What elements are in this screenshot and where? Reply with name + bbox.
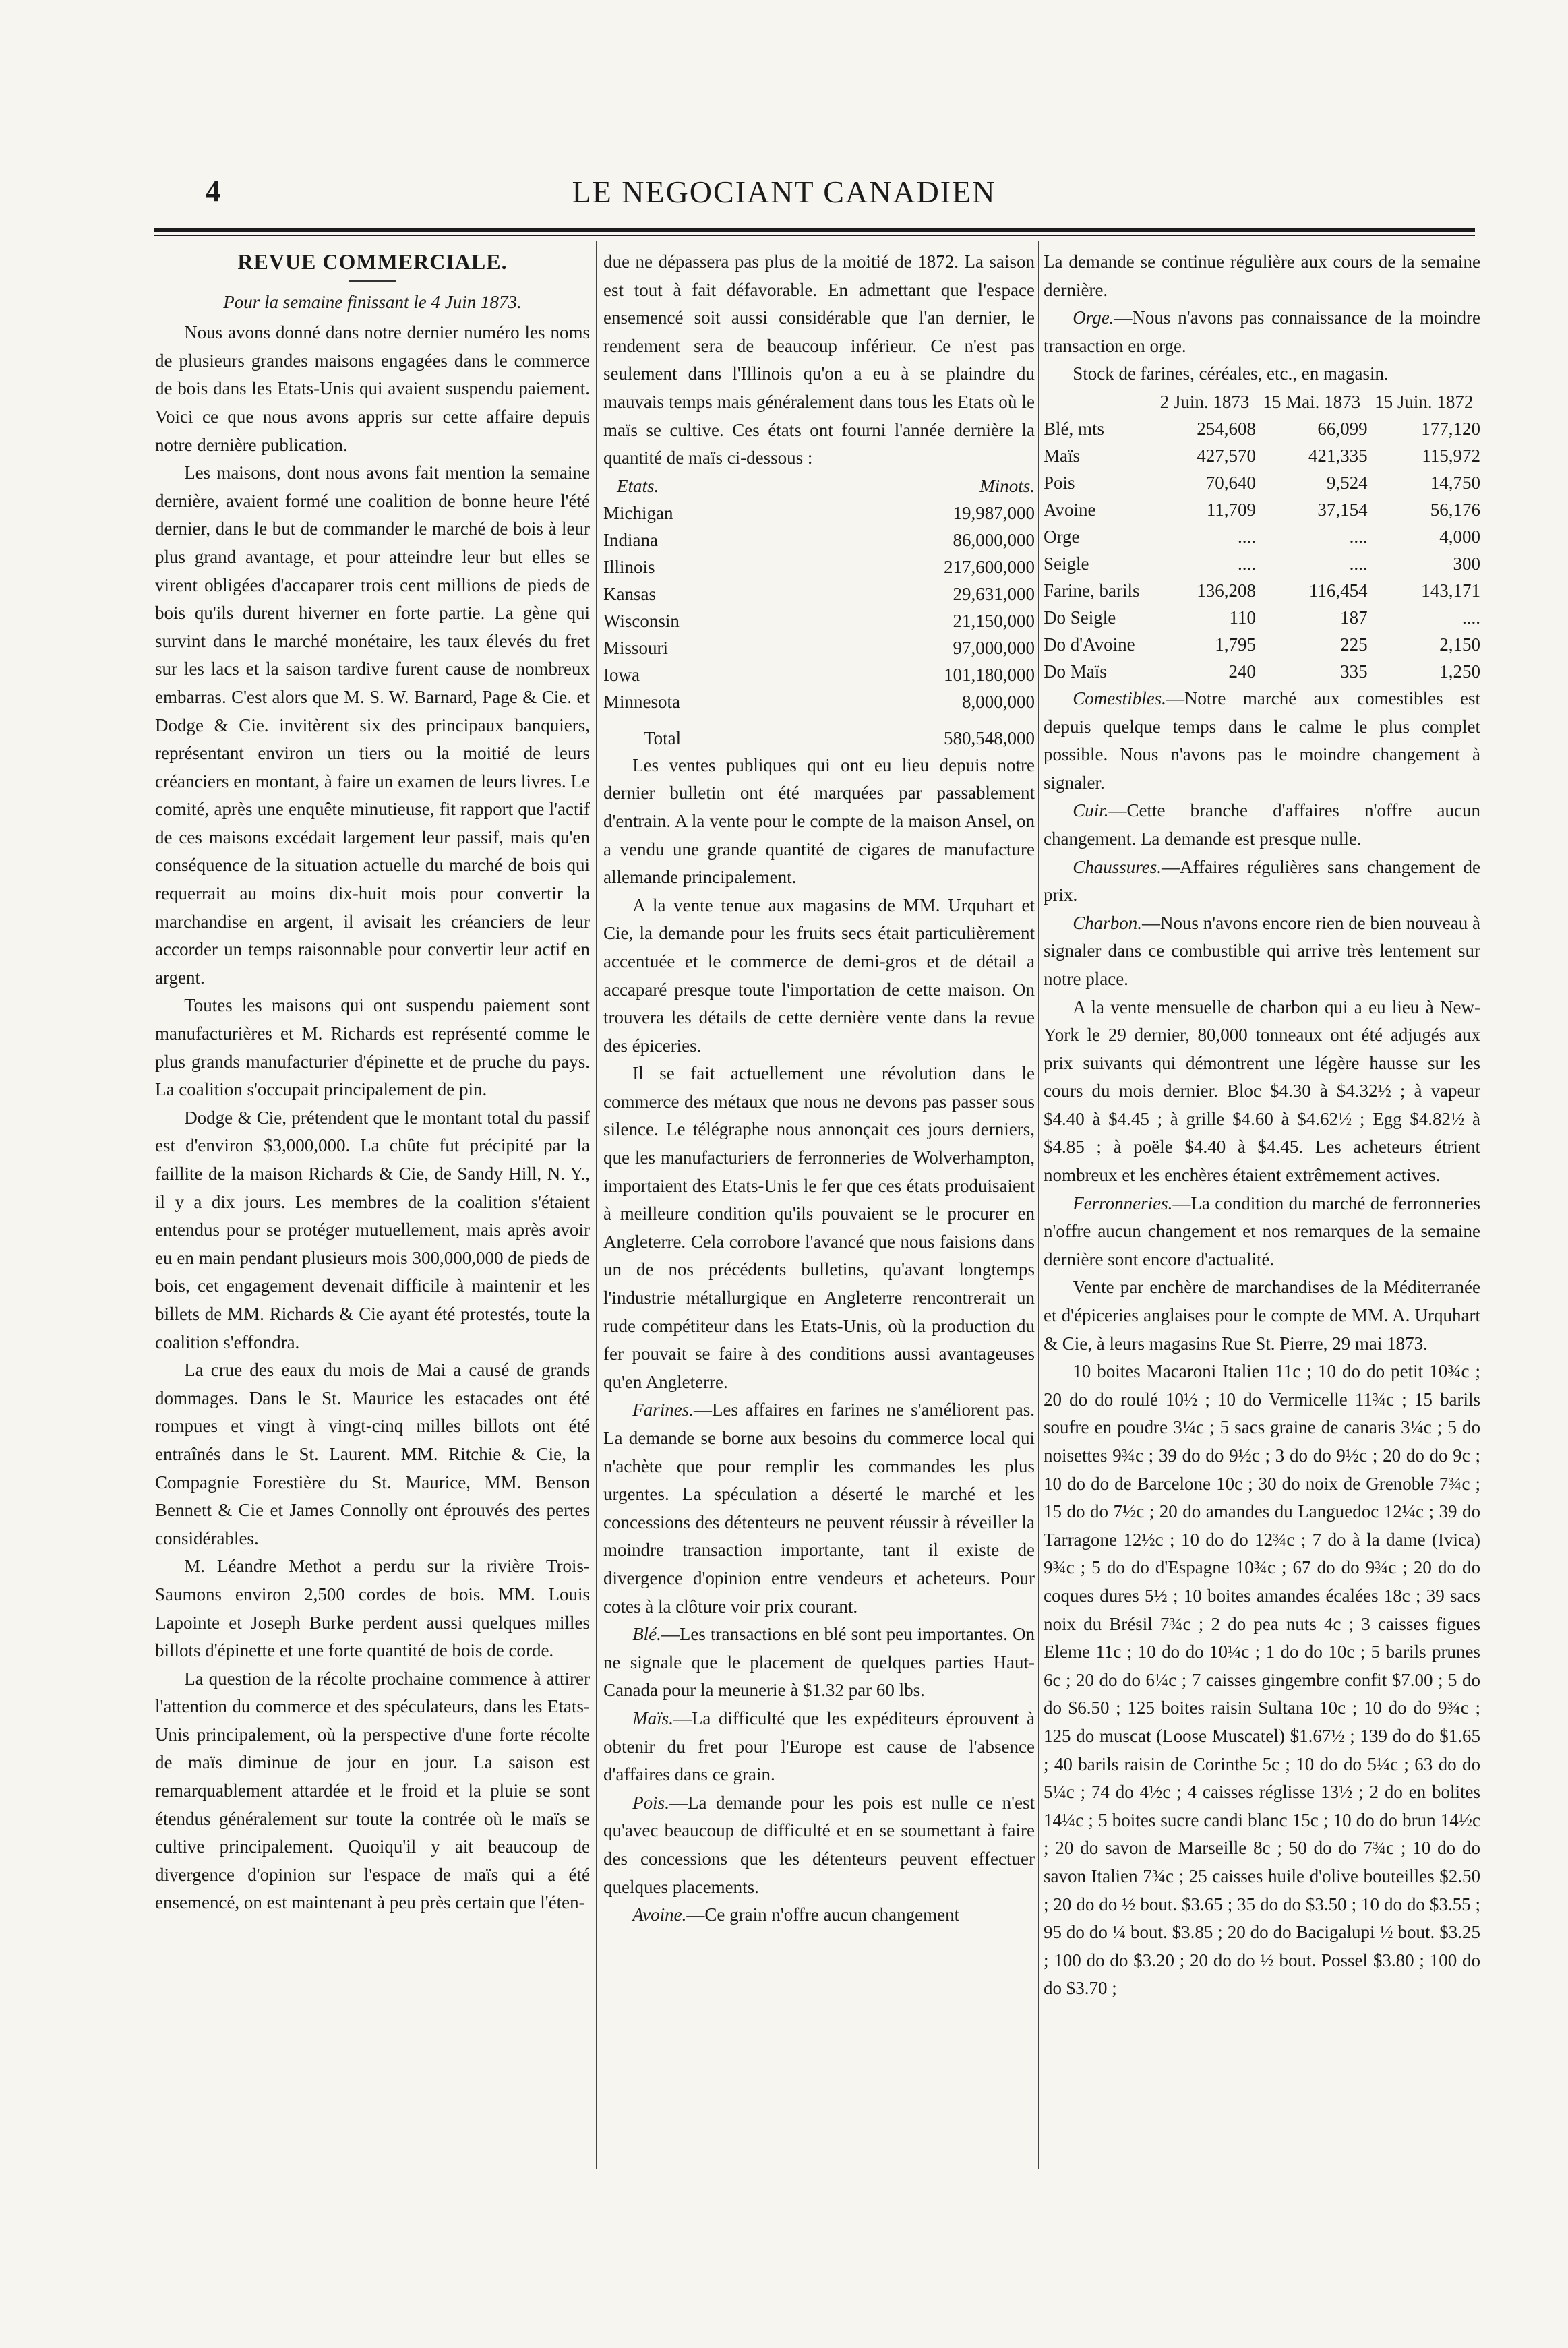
section-text: —Cette branche d'affaires n'offre aucun changement. La demande est presque nulle. [1044,800,1480,849]
section-label: Chaussures. [1073,856,1162,877]
stock-value: 143,171 [1421,580,1480,601]
table-header-cell: Minots. [979,475,1035,496]
section-label: Farines. [632,1399,694,1420]
section-text: —La demande pour les pois est nulle ce n'est qu'avec beaucoup de difficulté et en se soumettant à faire des concessions que les détenteurs peuvent effectuer quelques placements. [603,1792,1035,1897]
table-row [603,500,1035,526]
stock-value: 66,099 [1317,418,1368,439]
stock-header-cell [1044,388,1153,415]
paragraph: A la vente tenue aux magasins de MM. Urquhart et Cie, la demande pour les fruits secs était particulièrement accentuée et le commerce de demi-gros et de détail a accaparé presque toute l'importation de cette maison. On trouvera les détails de cette dernière vente dans la revue des épiceries. [603,895,1035,1056]
paragraph: Dodge & Cie, prétendent que le montant total du passif est d'environ $3,000,000. La chûte fut précipité par la faillite de la maison Richards & Cie, de Sandy Hill, N. Y., il y a dix jours. Les membres de la coalition s'étaient entendus pour se protéger mutuellement, mais après avoir eu en main pendant plusieurs mois 300,000,000 de pieds de bois, cet engagement devenait difficile à maintenir et les billets de MM. Richards & Cie ayant été protestés, toute la coalition s'effondra. [155,1107,590,1352]
state-name: Michigan [603,502,673,523]
stock-value: 421,335 [1308,445,1368,466]
stock-title: Stock de farines, céréales, etc., en magasin. [1073,363,1389,384]
stock-value: 335 [1340,661,1368,682]
table-row [603,607,1035,634]
section-text: —Nous n'avons pas connaissance de la moindre transaction en orge. [1044,307,1480,356]
paragraph: Les ventes publiques qui ont eu lieu depuis notre dernier bulletin ont été marquées par passablement d'entrain. A la vente pour le compte de la maison Ansel, on a vendu une grande quantité de cigares de manufacture allemande principalement. [603,754,1035,888]
section-ble [603,1621,1035,1705]
stock-header-cell: 15 Mai. 1873 [1263,391,1361,412]
stock-value: 187 [1340,607,1368,628]
stock-label: Avoine [1044,499,1096,520]
stock-value: .... [1349,526,1368,547]
stock-row [1044,604,1480,631]
paragraph: Toutes les maisons qui ont suspendu paiement sont manufacturières et M. Richards est représenté comme le plus grands manufacturier d'épinette et de pruche du pays. La coalition s'occupait principalement de pin. [155,995,590,1100]
section-comestibles [1044,685,1480,797]
column-3 [1044,248,1480,2176]
paragraph: Les maisons, dont nous avons fait mention la semaine dernière, avaient formé une coalition de bonne heure l'été dernier, dans le but de commander le marché de bois à leur plus grand avantage, et pour atteindre leur but elles se virent obligées d'accaparer trois cent millions de pieds de bois qu'ils durent hiverner en forte partie. La gène qui survint dans le marché monétaire, les taux élevés du fret sur les lacs et la saison tardive furent cause de nombreux embarras. C'est alors que M. S. W. Barnard, Page & Cie. et Dodge & Cie. invitèrent six des principaux banquiers, représentant environ un tiers ou la moitié de leurs créanciers en montant, à faire un examen de leurs livres. Le comité, après une enquête minutieuse, fit rapport que l'actif de ces maisons excédait largement leur passif, mais qu'en conséquence de la situation actuelle du marché de bois qui requerrait au moins dix-huit mois pour convertir la marchandise en argent, il avisait les créanciers de leur accorder un temps raisonnable pour convertir leur actif en argent. [155,462,590,988]
table-row [603,526,1035,553]
title-divider [349,280,396,282]
table-row [603,688,1035,715]
page-header [0,174,1568,221]
state-name: Kansas [603,583,656,604]
stock-row [1044,442,1480,469]
state-value: 101,180,000 [944,664,1035,685]
stock-label: Seigle [1044,553,1089,574]
stock-table [1044,388,1480,685]
section-label: Orge. [1073,307,1114,328]
section-label: Ferronneries. [1073,1193,1173,1213]
stock-row [1044,496,1480,523]
section-label: Pois. [632,1792,669,1813]
state-value: 217,600,000 [944,556,1035,577]
stock-label: Do d'Avoine [1044,634,1135,655]
paragraph: La question de la récolte prochaine commence à attirer l'attention du commerce et des spéculateurs, dans les Etats-Unis principalement, où la perspective d'une forte récolte de maïs diminue de jour en jour. La saison est remarquablement attardée et le froid et la pluie se sont étendus généralement sur toute la contrée où le maïs se cultive principalement. Quoiqu'il y ait beaucoup de divergence d'opinion sur l'espace de maïs qui a été ensemencé, on est maintenant à peu près certain que l'éten- [155,1668,590,1913]
stock-row [1044,469,1480,496]
stock-label: Maïs [1044,445,1080,466]
section-mais [603,1705,1035,1789]
column-divider [596,241,597,2169]
dateline: Pour la semaine finissant le 4 Juin 1873. [223,291,522,312]
state-value: 21,150,000 [953,610,1035,631]
paragraph: Vente par enchère de marchandises de la Méditerranée et d'épiceries anglaises pour le compte de MM. A. Urquhart & Cie, à leurs magasins Rue St. Pierre, 29 mai 1873. [1044,1277,1480,1354]
state-name: Wisconsin [603,610,680,631]
corn-production-table [603,473,1035,752]
stock-header-cell: 15 Juin. 1872 [1375,391,1474,412]
state-name: Minnesota [603,691,680,712]
stock-header-row [1044,388,1480,415]
stock-value: 1,795 [1215,634,1256,655]
section-text: —Notre marché aux comestibles est depuis quelque temps dans le calme le plus complet possible. Nous n'avons pas le moindre changement à signaler. [1044,688,1480,793]
stock-label: Do Maïs [1044,661,1107,682]
stock-value: 37,154 [1317,499,1368,520]
stock-value: .... [1349,553,1368,574]
state-value: 19,987,000 [953,502,1035,523]
section-cuir [1044,797,1480,853]
section-charbon [1044,909,1480,994]
state-name: Iowa [603,664,640,685]
stock-value: 225 [1340,634,1368,655]
stock-value: 427,570 [1197,445,1256,466]
stock-value: 300 [1453,553,1480,574]
section-orge [1044,304,1480,360]
stock-value: 9,524 [1326,472,1368,493]
masthead-title: LE NEGOCIANT CANADIEN [572,175,996,209]
stock-value: .... [1462,607,1480,628]
stock-label: Blé, mts [1044,418,1105,439]
state-name: Illinois [603,556,655,577]
paragraph: La demande se continue régulière aux cours de la semaine dernière. [1044,251,1480,300]
stock-value: .... [1237,526,1256,547]
section-avoine [603,1901,1035,1929]
section-pois [603,1789,1035,1901]
section-label: Cuir. [1073,800,1109,821]
stock-value: 1,250 [1439,661,1480,682]
paragraph: La crue des eaux du mois de Mai a causé de grands dommages. Dans le St. Maurice les estacades ont été rompues et vingt à vingt-cinq milles billots ont été entraînés dans le St. Laurent. MM. Ritchie & Cie, la Compagnie Forestière du St. Maurice, MM. Benson Bennett & Cie et James Connolly ont éprouvés des pertes considérables. [155,1360,590,1548]
stock-value: 110 [1229,607,1256,628]
section-label: Charbon. [1073,912,1142,933]
article-title: REVUE COMMERCIALE. [237,249,508,274]
stock-label: Orge [1044,526,1080,547]
paragraph: A la vente mensuelle de charbon qui a eu lieu à New-York le 29 dernier, 80,000 tonneaux ont été adjugés aux prix suivants qui démontrent une légère hausse sur les cours du mois dernier. Bloc $4.30 à $4.32½ ; à vapeur $4.40 à $4.45 ; à grille $4.60 à $4.62½ ; Egg $4.82½ à $4.85 ; à poële $4.40 à $4.45. Les acheteurs étrient nombreux et les enchères étaient extrêmement actives. [1044,996,1480,1186]
paragraph: Nous avons donné dans notre dernier numéro les noms de plusieurs grandes maisons engagées dans le commerce de bois dans les Etats-Unis qui avaient suspendu paiement. Voici ce que nous avons appris sur cette affaire depuis notre dernière publication. [155,322,590,455]
stock-value: 115,972 [1422,445,1480,466]
stock-row [1044,523,1480,550]
section-farines [603,1396,1035,1621]
stock-value: 4,000 [1439,526,1480,547]
stock-value: 2,150 [1439,634,1480,655]
table-row [603,661,1035,688]
section-label: Maïs. [632,1708,673,1728]
total-label: Total [644,727,682,748]
table-header-row [603,473,1035,500]
section-text: —La condition du marché de ferronneries n'offre aucun changement et nos remarques de la semaine dernière sont encore d'actualité. [1044,1193,1480,1269]
state-value: 86,000,000 [953,529,1035,550]
section-text: —La difficulté que les expéditeurs éprouvent à obtenir du fret pour l'Europe est cause de l'absence d'affaires dans ce grain. [603,1708,1035,1785]
column-2 [603,248,1035,2176]
stock-row [1044,550,1480,577]
header-rule [154,228,1475,232]
section-label: Avoine. [632,1904,687,1925]
state-value: 97,000,000 [953,637,1035,658]
stock-value: 116,454 [1308,580,1368,601]
section-text: —Nous n'avons encore rien de bien nouveau à signaler dans ce combustible qui arrive très lentement sur notre place. [1044,912,1480,989]
table-row [603,553,1035,580]
paragraph: M. Léandre Methot a perdu sur la rivière Trois-Saumons environ 2,500 cordes de bois. MM. Louis Lapointe et Joseph Burke perdent aussi quelques milles billots d'épinette et une forte quantité de bois de corde. [155,1556,590,1661]
stock-value: 136,208 [1197,580,1256,601]
section-text: —Les transactions en blé sont peu importantes. On ne signale que le placement de quelques parties Haut-Canada pour la meunerie à $1.32 par 60 lbs. [603,1624,1035,1701]
stock-row [1044,577,1480,604]
state-name: Indiana [603,529,658,550]
total-value: 580,548,000 [944,727,1035,748]
state-name: Missouri [603,637,669,658]
stock-row [1044,658,1480,685]
paragraph: due ne dépassera pas plus de la moitié de 1872. La saison est tout à fait défavorable. En admettant que l'espace ensemencé soit aussi considérable que l'an dernier, le rendement sera de beaucoup inférieur. Ce n'est pas seulement dans l'Illinois qu'on a eu à se plaindre du mauvais temps mais généralement dans tous les Etats où le maïs se cultive. Ces états ont fourni l'année dernière la quantité de maïs ci-dessous : [603,251,1035,469]
stock-row [1044,631,1480,658]
header-rule-thin [154,235,1475,236]
section-text: —Ce grain n'offre aucun changement [686,1904,960,1925]
stock-value: 254,608 [1197,418,1256,439]
table-total-row [603,715,1035,752]
column-1 [155,248,590,2176]
state-value: 8,000,000 [962,691,1035,712]
column-divider [1038,241,1039,2169]
paragraph: Il se fait actuellement une révolution dans le commerce des métaux que nous ne devons pas passer sous silence. Le télégraphe nous annonçait ces jours derniers, que les manufacturiers de ferronneries de Wolverhampton, importaient des Etats-Unis le fer que ces états produisaient à meilleure condition qu'ils pouvaient se le procurer en Angleterre. Cela corrobore l'avancé que nous faisions dans un de nos précédents bulletins, qu'avant longtemps l'industrie métallurgique en Angleterre rencontrerait un rude compétiteur dans les Etats-Unis, où la production du fer pouvait se faire à des conditions aussi avantageuses qu'en Angleterre. [603,1063,1035,1392]
section-label: Blé. [632,1624,661,1645]
stock-value: 56,176 [1430,499,1480,520]
stock-header-cell: 2 Juin. 1873 [1159,391,1250,412]
stock-row [1044,415,1480,442]
stock-value: 11,709 [1206,499,1256,520]
stock-label: Do Seigle [1044,607,1116,628]
stock-value: 240 [1228,661,1256,682]
stock-label: Farine, barils [1044,580,1140,601]
paragraph: 10 boites Macaroni Italien 11c ; 10 do do petit 10¾c ; 20 do do roulé 10½ ; 10 do Vermicelle 11¾c ; 15 barils soufre en poudre 3¼c ; 5 sacs graine de canaris 3¼c ; 5 do noisettes 9¾c ; 39 do do 9½c ; 3 do do 9½c ; 20 do do 9c ; 10 do do de Barcelone 10c ; 30 do noix de Grenoble 7¾c ; 15 do do 7½c ; 20 do amandes du Languedoc 12¼c ; 39 do Tarragone 12½c ; 10 do do 12¾c ; 7 do à la dame (Ivica) 9¾c ; 5 do do d'Espagne 10¾c ; 67 do do 9¾c ; 20 do do coques dures 5½ ; 10 boites amandes écalées 18c ; 39 sacs noix du Brésil 7¾c ; 2 do pea nuts 4c ; 3 caisses figues Eleme 11c ; 10 do do 10¼c ; 1 do do 10c ; 5 barils prunes 6c ; 20 do do 6¼c ; 7 caisses gingembre confit $7.00 ; 5 do do $6.50 ; 125 boites raisin Sultana 10c ; 10 do do 9¾c ; 125 do muscat (Loose Muscatel) $1.67½ ; 139 do do $1.65 ; 40 barils raisin de Corinthe 5c ; 10 do do 5¼c ; 63 do do 5¼c ; 74 do 4½c ; 4 caisses réglisse 13½ ; 2 do en bolites 14¼c ; 5 boites sucre candi blanc 15c ; 10 do do brun 14½c ; 20 do savon de Marseille 8c ; 50 do do 7¾c ; 10 do do savon Italien 7¾c ; 25 caisses huile d'olive bouteilles $2.50 ; 20 do do ½ bout. $3.65 ; 35 do do $3.50 ; 10 do do $3.55 ; 95 do do ¼ bout. $3.85 ; 20 do do Bacigalupi ½ bout. $3.25 ; 100 do do $3.20 ; 20 do do ½ bout. Possel $3.80 ; 100 do do $3.70 ; [1044,1361,1480,1999]
table-row [603,634,1035,661]
stock-value: 14,750 [1430,472,1480,493]
stock-value: .... [1237,553,1256,574]
stock-value: 177,120 [1421,418,1480,439]
section-chaussures [1044,853,1480,909]
section-text: —Affaires régulières sans changement de prix. [1044,856,1480,905]
page-number: 4 [206,175,220,208]
section-text: —Les affaires en farines ne s'améliorent pas. La demande se borne aux besoins du commerce local qui n'achète que pour remplir les commandes les plus urgentes. La spéculation a déserté le marché et les concessions des détenteurs ne peuvent réussir à réveiller la moindre transaction importante, tant il existe de divergence d'opinion entre vendeurs et acheteurs. Pour cotes à la clôture voir prix courant. [603,1399,1035,1617]
table-header-cell: Etats. [617,475,659,496]
section-ferronneries [1044,1190,1480,1274]
section-label: Comestibles. [1073,688,1166,709]
state-value: 29,631,000 [953,583,1035,604]
stock-value: 70,640 [1205,472,1256,493]
stock-label: Pois [1044,472,1075,493]
table-row [603,580,1035,607]
